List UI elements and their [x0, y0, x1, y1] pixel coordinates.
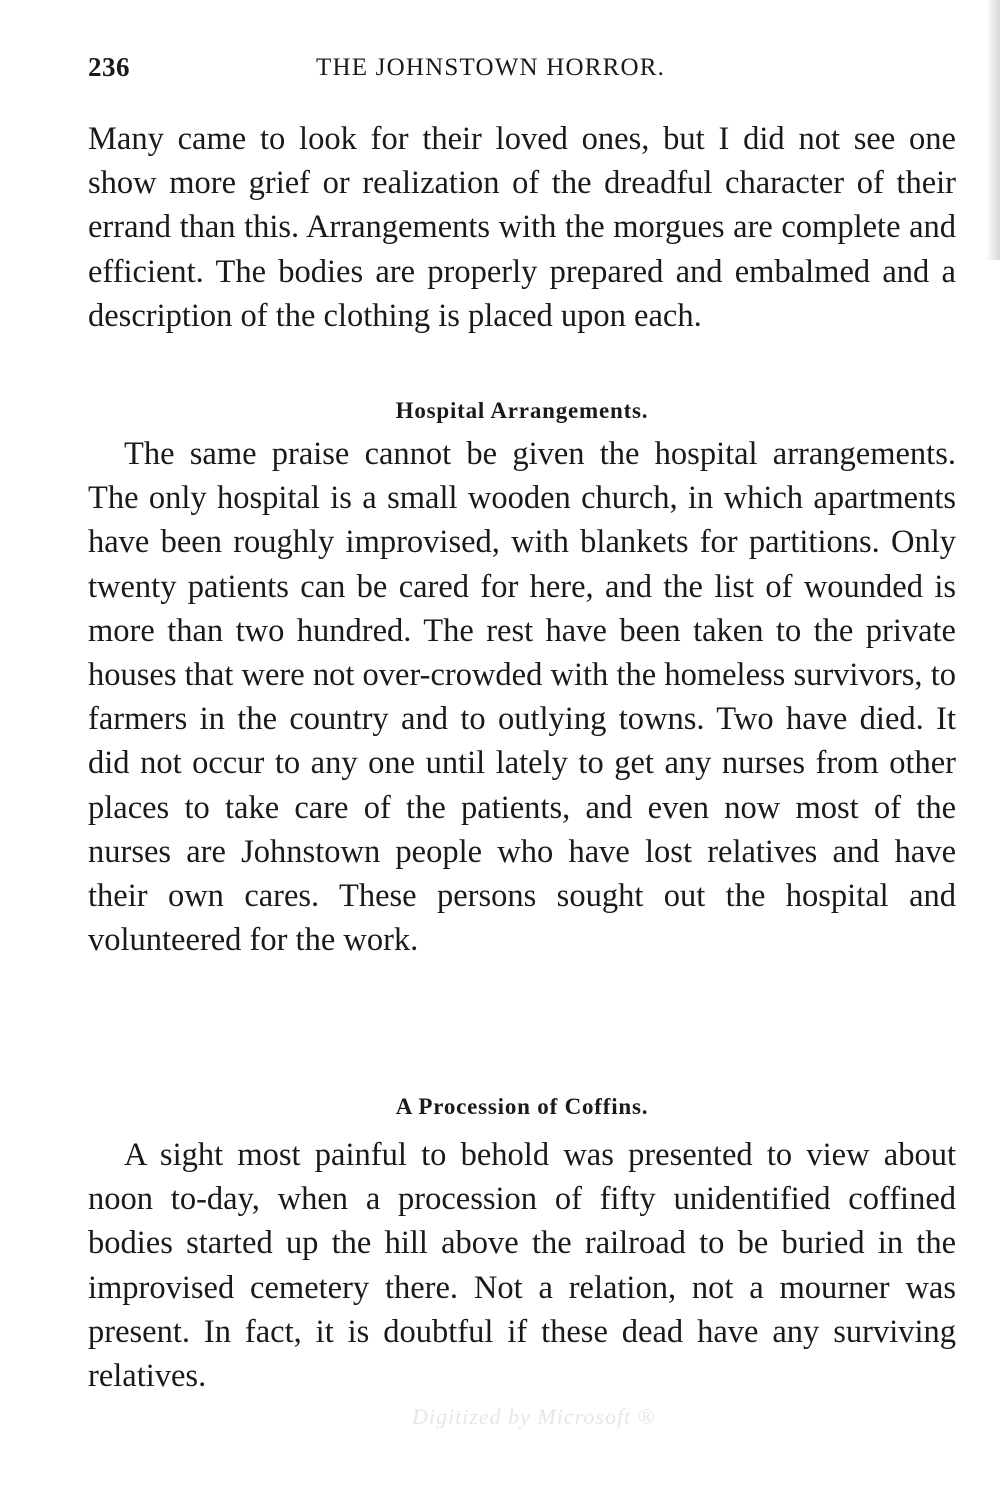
- paragraph-hospital: The same praise cannot be given the hospital arrangements. The only hospital is a small wooden church, in which apartments have been roughly improvised, with blankets for partitions. Only twenty patients can be cared for here, and the list of wounded is more than two hundred. The rest have been taken to the private houses that were not over-crowded with the homeless survivors, to farmers in the country and to outlying towns. Two have died. It did not occur to any one until lately to get any nurses from other places to take care of the patients, and even now most of the nurses are Johnstown people who have lost relatives and have their own cares. These persons sought out the hospital and volunteered for the work.: [88, 436, 956, 959]
- page-number: 236: [88, 52, 130, 82]
- paragraph-procession: A sight most painful to behold was presented to view about noon to-day, when a procession of fifty unidentified coffined bodies started up the hill above the railroad to be buried in the improvised cemetery there. Not a relation, not a mourner was present. In fact, it is doubtful if these dead have any surviving relatives.: [88, 1137, 956, 1395]
- section-heading-procession: A Procession of Coffins.: [395, 1094, 649, 1119]
- running-head: [88, 52, 960, 92]
- running-title: THE JOHNSTOWN HORROR.: [316, 54, 666, 81]
- section-heading-hospital: Hospital Arrangements.: [395, 398, 649, 423]
- paragraph-morgues: Many came to look for their loved ones, but I did not see one show more grief or realization of the dreadful character of their errand than this. Arrangements with the morgues are complete and efficient. The bodies are properly prepared and embalmed and a description of the clothing is placed upon each.: [88, 121, 956, 334]
- digitization-watermark: Digitized by Microsoft ®: [412, 1404, 656, 1429]
- page-edge-shadow: [986, 0, 1000, 260]
- book-page: [88, 0, 960, 1492]
